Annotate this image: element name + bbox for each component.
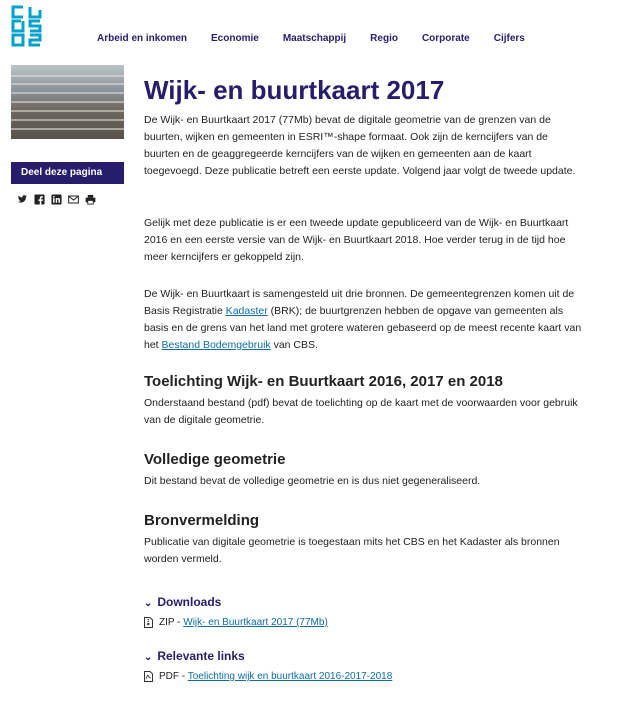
heading-volledige-geometrie: Volledige geometrie [144, 451, 286, 468]
update-paragraph: Gelijk met deze publicatie is er een tweede update gepubliceerd van de Wijk- en Buurtkaart 2016 en een eerste versie van de Wijk- en Buurtkaart 2018. Hoe verder terug in de tijd hoe meer kerncijfers er gekoppeld zijn. [144, 217, 569, 263]
print-icon[interactable] [85, 192, 96, 203]
pdf-file-icon [144, 671, 153, 682]
heading-toelichting: Toelichting Wijk- en Buurtkaart 2016, 2017 en 2018 [144, 373, 503, 390]
facebook-icon[interactable] [34, 192, 45, 203]
relevante-links-toggle[interactable]: ⌄ Relevante links [144, 649, 245, 663]
cbs-logo[interactable] [11, 5, 42, 47]
downloads-toggle[interactable]: ⌄ Downloads [144, 595, 222, 609]
toelichting-pdf-link[interactable]: Toelichting wijk en buurtkaart 2016-2017-2018 [187, 671, 393, 682]
heading-bronvermelding: Bronvermelding [144, 512, 260, 529]
download-item: ZIP - Wijk- en Buurtkaart 2017 (77Mb) [144, 617, 328, 628]
bronvermelding-paragraph: Publicatie van digitale geometrie is toegestaan mits het CBS en het Kadaster als bronnen worden vermeld. [144, 536, 560, 565]
nav-cijfers[interactable]: Cijfers [493, 33, 525, 44]
hero-image [11, 65, 124, 139]
mail-icon[interactable] [68, 192, 79, 203]
nav-corporate[interactable]: Corporate [421, 33, 470, 44]
zip-file-icon [144, 617, 153, 628]
sources-paragraph: De Wijk- en Buurtkaart is samengesteld uit drie bronnen. De gemeentegrenzen komen uit de Basis Registratie Kadaster (BRK); de buurtgrenzen hebben de opgave van gemeenten als basis en de grens van het land met grotere wateren gebaseerd op de meest recente kaart van het Bestand Bodemgebruik van CBS. [144, 288, 582, 351]
main-content [144, 72, 584, 682]
nav-arbeid-en-inkomen[interactable]: Arbeid en inkomen [97, 33, 188, 44]
main-nav [97, 33, 549, 44]
twitter-icon[interactable] [17, 192, 28, 203]
share-icons [17, 192, 96, 203]
linkedin-icon[interactable] [51, 192, 62, 203]
link-item: PDF - Toelichting wijk en buurtkaart 2016-2017-2018 [144, 671, 392, 682]
chevron-down-icon: ⌄ [144, 598, 153, 609]
page-title: Wijk- en buurtkaart 2017 [144, 75, 445, 105]
download-wijk-buurtkaart-2017-link[interactable]: Wijk- en Buurtkaart 2017 (77Mb) [183, 617, 328, 628]
nav-regio[interactable]: Regio [370, 33, 398, 44]
volledige-geometrie-paragraph: Dit bestand bevat de volledige geometrie en is dus niet gegeneraliseerd. [144, 475, 481, 487]
intro-paragraph: De Wijk- en Buurtkaart 2017 (77Mb) bevat de digitale geometrie van de grenzen van de buurten, wijken en gemeenten in ESRI™-shape formaat. Ook zijn de kerncijfers van de buurten en de geaggregeerde kerncijfers van de wijken en gemeenten aan de kaart toegevoegd. Deze publicatie betreft een eerste update. Volgend jaar volgt de tweede update. [144, 114, 576, 177]
toelichting-paragraph: Onderstaand bestand (pdf) bevat de toelichting op de kaart met de voorwaarden voor gebruik van de digitale geometrie. [144, 397, 578, 426]
nav-maatschappij[interactable]: Maatschappij [282, 33, 347, 44]
bestand-bodemgebruik-link[interactable]: Bestand Bodemgebruik [161, 339, 271, 351]
nav-economie[interactable]: Economie [211, 33, 259, 44]
share-page-button[interactable]: Deel deze pagina [11, 162, 124, 184]
chevron-down-icon: ⌄ [144, 652, 153, 663]
kadaster-link[interactable]: Kadaster [225, 305, 268, 317]
